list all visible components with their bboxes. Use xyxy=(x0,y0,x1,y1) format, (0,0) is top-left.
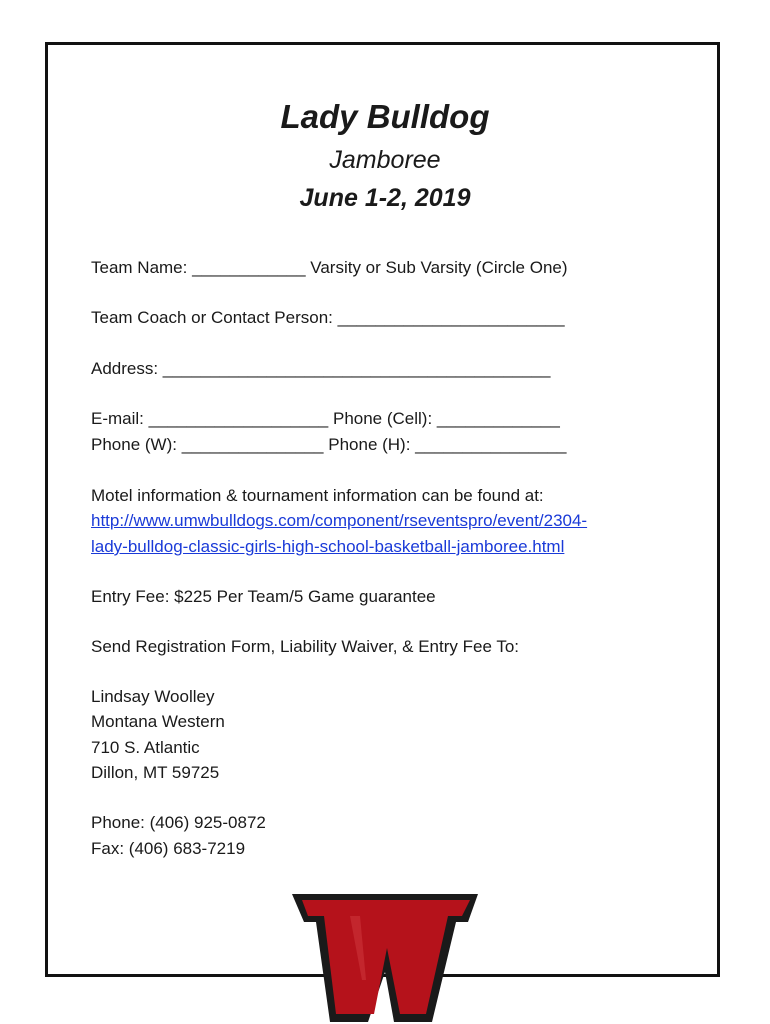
contact-phone: Phone: (406) 925-0872 xyxy=(91,813,266,832)
contact-name: Lindsay Woolley xyxy=(91,687,215,706)
contact-city: Dillon, MT 59725 xyxy=(91,763,220,782)
entry-fee-text: Entry Fee: $225 Per Team/5 Game guarantee xyxy=(91,587,436,606)
contact-fax: Fax: (406) 683-7219 xyxy=(91,839,246,858)
coach-field: Team Coach or Contact Person: ________________________ xyxy=(91,308,565,327)
event-link-line1[interactable]: http://www.umwbulldogs.com/component/rseventspro/event/2304- xyxy=(91,511,588,530)
team-name-field: Team Name: ____________ Varsity or Sub Varsity (Circle One) xyxy=(91,258,568,277)
phone-work-home-field: Phone (W): _______________ Phone (H): ________________ xyxy=(91,435,567,454)
contact-street: 710 S. Atlantic xyxy=(91,738,200,757)
event-link-line2[interactable]: lady-bulldog-classic-girls-high-school-basketball-jamboree.html xyxy=(91,537,565,556)
event-date: June 1-2, 2019 xyxy=(299,184,471,212)
motel-info-text: Motel information & tournament information can be found at: xyxy=(91,486,544,505)
w-logo-icon xyxy=(290,890,480,1024)
contact-org: Montana Western xyxy=(91,712,225,731)
event-title: Lady Bulldog xyxy=(280,98,490,135)
send-to-text: Send Registration Form, Liability Waiver, & Entry Fee To: xyxy=(91,637,520,656)
event-subtitle: Jamboree xyxy=(329,146,441,174)
address-field: Address: _________________________________________ xyxy=(91,359,551,378)
email-phone-cell-field: E-mail: ___________________ Phone (Cell): _____________ xyxy=(91,409,560,428)
